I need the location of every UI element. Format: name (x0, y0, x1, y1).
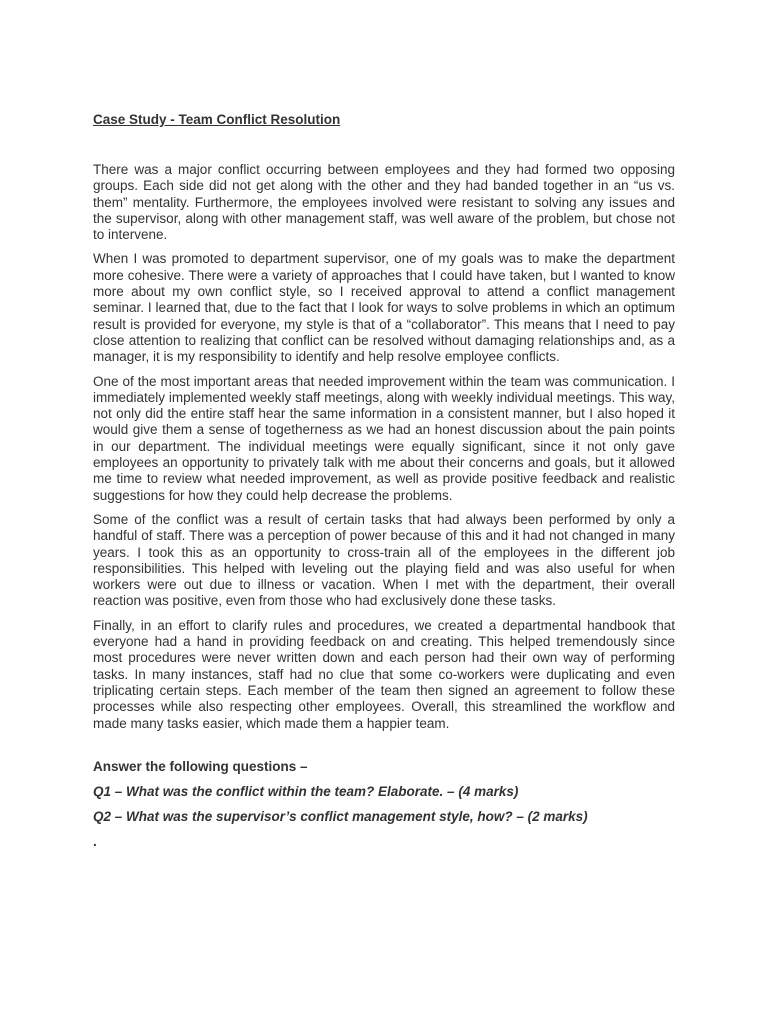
question-1: Q1 – What was the conflict within the team? Elaborate. – (4 marks) (93, 783, 519, 799)
question-2: Q2 – What was the supervisor’s conflict management style, how? – (2 marks) (93, 808, 588, 824)
questions-heading: Answer the following questions – (93, 758, 308, 774)
paragraph-1: There was a major conflict occurring between employees and they had formed two opposing groups. Each side did not get along with the other and they had banded together in an “us vs. them” mentality. Furthermore, the employees involved were resistant to solving any issues and the supervisor, along with other management staff, was well aware of the problem, but chose not to intervene. (93, 162, 675, 243)
paragraph-3: One of the most important areas that needed improvement within the team was communication. I immediately implemented weekly staff meetings, along with weekly individual meetings. This way, not only did the entire staff hear the same information in a consistent manner, but I also hoped it would give them a sense of togetherness as we had an honest discussion about the pain points in our department. The individual meetings were equally significant, since it not only gave employees an opportunity to privately talk with me about their concerns and goals, but it allowed me time to review what needed improvement, as well as provide positive feedback and realistic suggestions for how they could help decrease the problems. (93, 373, 675, 503)
paragraph-5: Finally, in an effort to clarify rules and procedures, we created a departmental handbook that everyone had a hand in providing feedback on and creating. This helped tremendously since most procedures were never written down and each person had their own way of performing tasks. In many instances, staff had no clue that some co-workers were duplicating and even triplicating certain steps. Each member of the team then signed an agreement to follow these processes while also respecting other employees. Overall, this streamlined the workflow and made many tasks easier, which made them a happier team. (93, 617, 675, 731)
trailing-mark: . (93, 833, 97, 849)
document-page (93, 111, 675, 851)
paragraph-4: Some of the conflict was a result of certain tasks that had always been performed by only a handful of staff. There was a perception of power because of this and it had not changed in many years. I took this as an opportunity to cross-train all of the employees in the different job responsibilities. This helped with leveling out the playing field and was also useful for when workers were out due to illness or vacation. When I met with the department, their overall reaction was positive, even from those who had exclusively done these tasks. (93, 511, 675, 609)
document-title: Case Study - Team Conflict Resolution (93, 112, 341, 127)
questions-section (93, 758, 675, 851)
paragraph-2: When I was promoted to department supervisor, one of my goals was to make the department more cohesive. There were a variety of approaches that I could have taken, but I wanted to know more about my own conflict style, so I received approval to attend a conflict management seminar. I learned that, due to the fact that I look for ways to solve problems in which an optimum result is provided for everyone, my style is that of a “collaborator”. This means that I need to pay close attention to realizing that conflict can be resolved without damaging relationships and, as a manager, it is my responsibility to identify and help resolve employee conflicts. (93, 251, 675, 365)
